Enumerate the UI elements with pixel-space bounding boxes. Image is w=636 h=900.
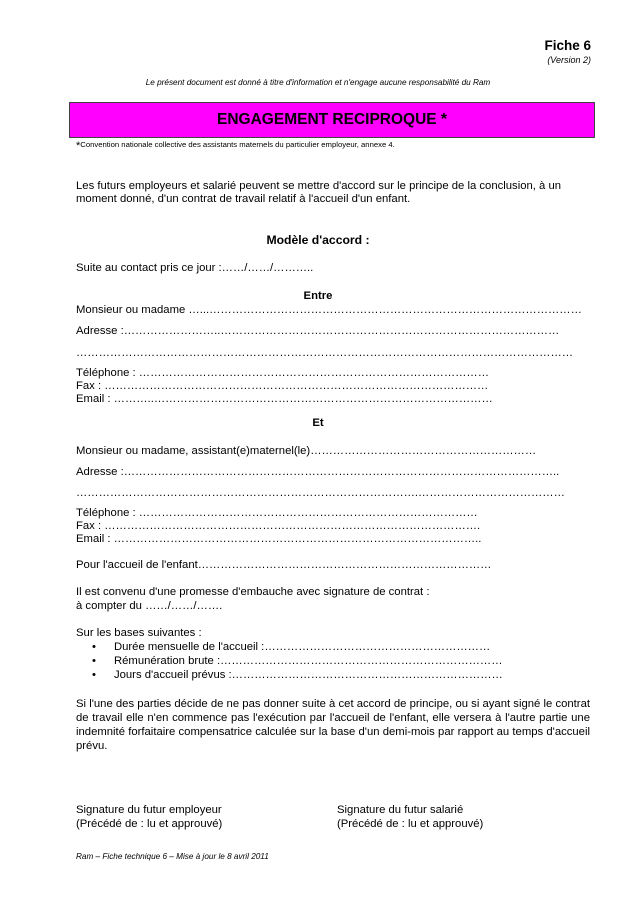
assistant-address-field: Adresse :…………………………………………………………………………………………………….. [76,466,560,478]
employer-address-line-2: …………………………………………………………………………………………………………………… [76,347,574,359]
convention-note [76,140,395,151]
list-item [92,641,490,653]
jours-field: Jours d'accueil prévus :……………………………………………………………… [113,669,503,681]
remuneration-field: Rémunération brute :………………………………………………………………… [113,655,503,667]
assistant-fax-field: Fax : ………………………………………………………………………………………. [76,520,481,532]
version-label: (Version 2) [547,55,591,65]
bullet-icon: • [92,669,96,681]
footer: Ram – Fiche technique 6 – Mise à jour le 8 avril 2011 [76,852,269,861]
bullet-icon: • [92,655,96,667]
employer-signature-note: (Précédé de : lu et approuvé) [76,818,223,830]
employer-email-field: Email : ………..……………………………………………………………………………… [76,393,493,405]
intro-line-2: moment donné, d'un contrat de travail relatif à l'accueil d'un enfant. [76,193,411,205]
employer-address-field: Adresse :……………………..……………………………………………………………………………… [76,325,560,337]
promesse-line-2: à compter du ……/……/……. [76,600,223,612]
assistant-email-field: Email : …………………………………………………………………………………….. [76,533,482,545]
employer-phone-field: Téléphone : ………………………………………………………………………………… [76,367,490,379]
assistant-address-line-2: ……………………………………………………………………………….………………………………… [76,487,565,499]
et-heading: Et [312,417,324,429]
convention-text: Convention nationale collective des assistants maternels du particulier employeur, annexe 4. [80,140,395,149]
list-item [92,655,503,667]
promesse-line-1: Il est convenu d'une promesse d'embauche avec signature de contrat : [76,586,430,598]
disclaimer: Le présent document est donné à titre d'information et n'engage aucune responsabilité du Ram [145,78,491,87]
employer-fax-field: Fax : ………………………………………………………………………………………… [76,380,489,392]
employee-signature-note: (Précédé de : lu et approuvé) [337,818,484,830]
list-item [92,669,503,681]
employee-signature-label: Signature du futur salarié [337,804,464,816]
employer-name-field: Monsieur ou madame …...……………………………………………………………………………………… [76,304,582,316]
modele-title: Modèle d'accord : [266,233,370,247]
accueil-field: Pour l'accueil de l'enfant…………………………………………………………………… [76,559,492,571]
assistant-phone-field: Téléphone : ……………………………………………………………………………… [76,507,478,519]
fiche-number: Fiche 6 [544,38,591,53]
assistant-name-field: Monsieur ou madame, assistant(e)maternel(le)…………………………………………………… [76,445,537,457]
duree-field: Durée mensuelle de l'accueil :…………………………………………………… [113,641,491,653]
asterisk: * [76,140,81,152]
title-banner [69,102,595,138]
employer-signature-label: Signature du futur employeur [76,804,222,816]
indemnity-clause: Si l'une des parties décide de ne pas donner suite à cet accord de principe, ou si ayant signé le contrat de travail elle n'en commence pas l'exécution par l'accueil de l'enfant, elle versera à l'autre partie une indemnité forfaitaire compensatrice calculée sur la base d'un demi-mois par rapport au temps d'accueil prévu. [76,698,590,752]
intro-line-1: Les futurs employeurs et salarié peuvent se mettre d'accord sur le principe de la conclusion, à un [76,180,562,192]
contact-line: Suite au contact pris ce jour :……/……/……….. [76,262,314,274]
entre-heading: Entre [303,290,333,302]
bases-title: Sur les bases suivantes : [76,627,202,639]
page-title: ENGAGEMENT RECIPROQUE * [217,111,447,128]
bullet-icon: • [92,641,96,653]
